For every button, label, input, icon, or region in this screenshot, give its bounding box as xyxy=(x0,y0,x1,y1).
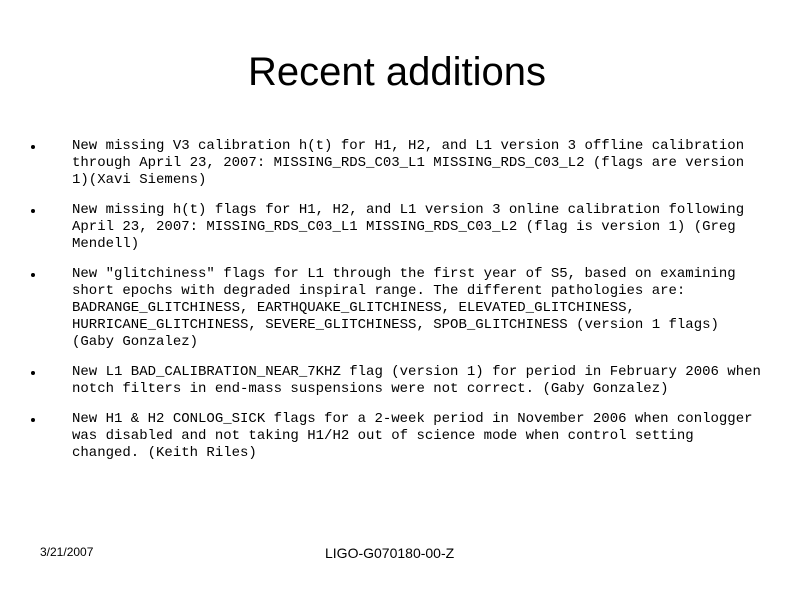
bullet-text: New L1 BAD_CALIBRATION_NEAR_7KHZ flag (version 1) for period in February 2006 when notch filters in end-mass suspensions were not correct. (Gaby Gonzalez) xyxy=(72,364,761,397)
footer-date: 3/21/2007 xyxy=(40,545,94,559)
list-item xyxy=(72,266,762,351)
bullet-dot-icon xyxy=(31,371,35,375)
bullet-text: New missing V3 calibration h(t) for H1, H2, and L1 version 3 offline calibration through April 23, 2007: MISSING_RDS_C03_L1 MISSING_RDS_C03_L2 (flags are version 1)(Xavi Siemens) xyxy=(72,138,745,188)
list-item xyxy=(72,138,762,189)
bullet-dot-icon xyxy=(31,273,35,277)
bullet-dot-icon xyxy=(31,418,35,422)
list-item xyxy=(72,364,762,398)
bullet-dot-icon xyxy=(31,209,35,213)
bullet-dot-icon xyxy=(31,145,35,149)
bullet-text: New "glitchiness" flags for L1 through the first year of S5, based on examining short epochs with degraded inspiral range. The different pathologies are: BADRANGE_GLITCHINESS, EARTHQUAKE_GLITCHINESS, ELEVATED_GLITCHINESS, HURRICANE_GLITCHINESS, SEVERE_GLITCHINESS, SPOB_GLITCHINESS (version 1 flags) (Gaby Gonzalez) xyxy=(72,266,736,350)
list-item xyxy=(72,411,762,462)
bullet-text: New missing h(t) flags for H1, H2, and L1 version 3 online calibration following April 23, 2007: MISSING_RDS_C03_L1 MISSING_RDS_C03_L2 (flag is version 1) (Greg Mendell) xyxy=(72,202,745,252)
slide-title: Recent additions xyxy=(248,50,546,94)
bullet-list xyxy=(72,138,762,475)
list-item xyxy=(72,202,762,253)
footer-document-id: LIGO-G070180-00-Z xyxy=(325,545,455,561)
bullet-text: New H1 & H2 CONLOG_SICK flags for a 2-week period in November 2006 when conlogger was disabled and not taking H1/H2 out of science mode when control setting changed. (Keith Riles) xyxy=(72,411,753,461)
